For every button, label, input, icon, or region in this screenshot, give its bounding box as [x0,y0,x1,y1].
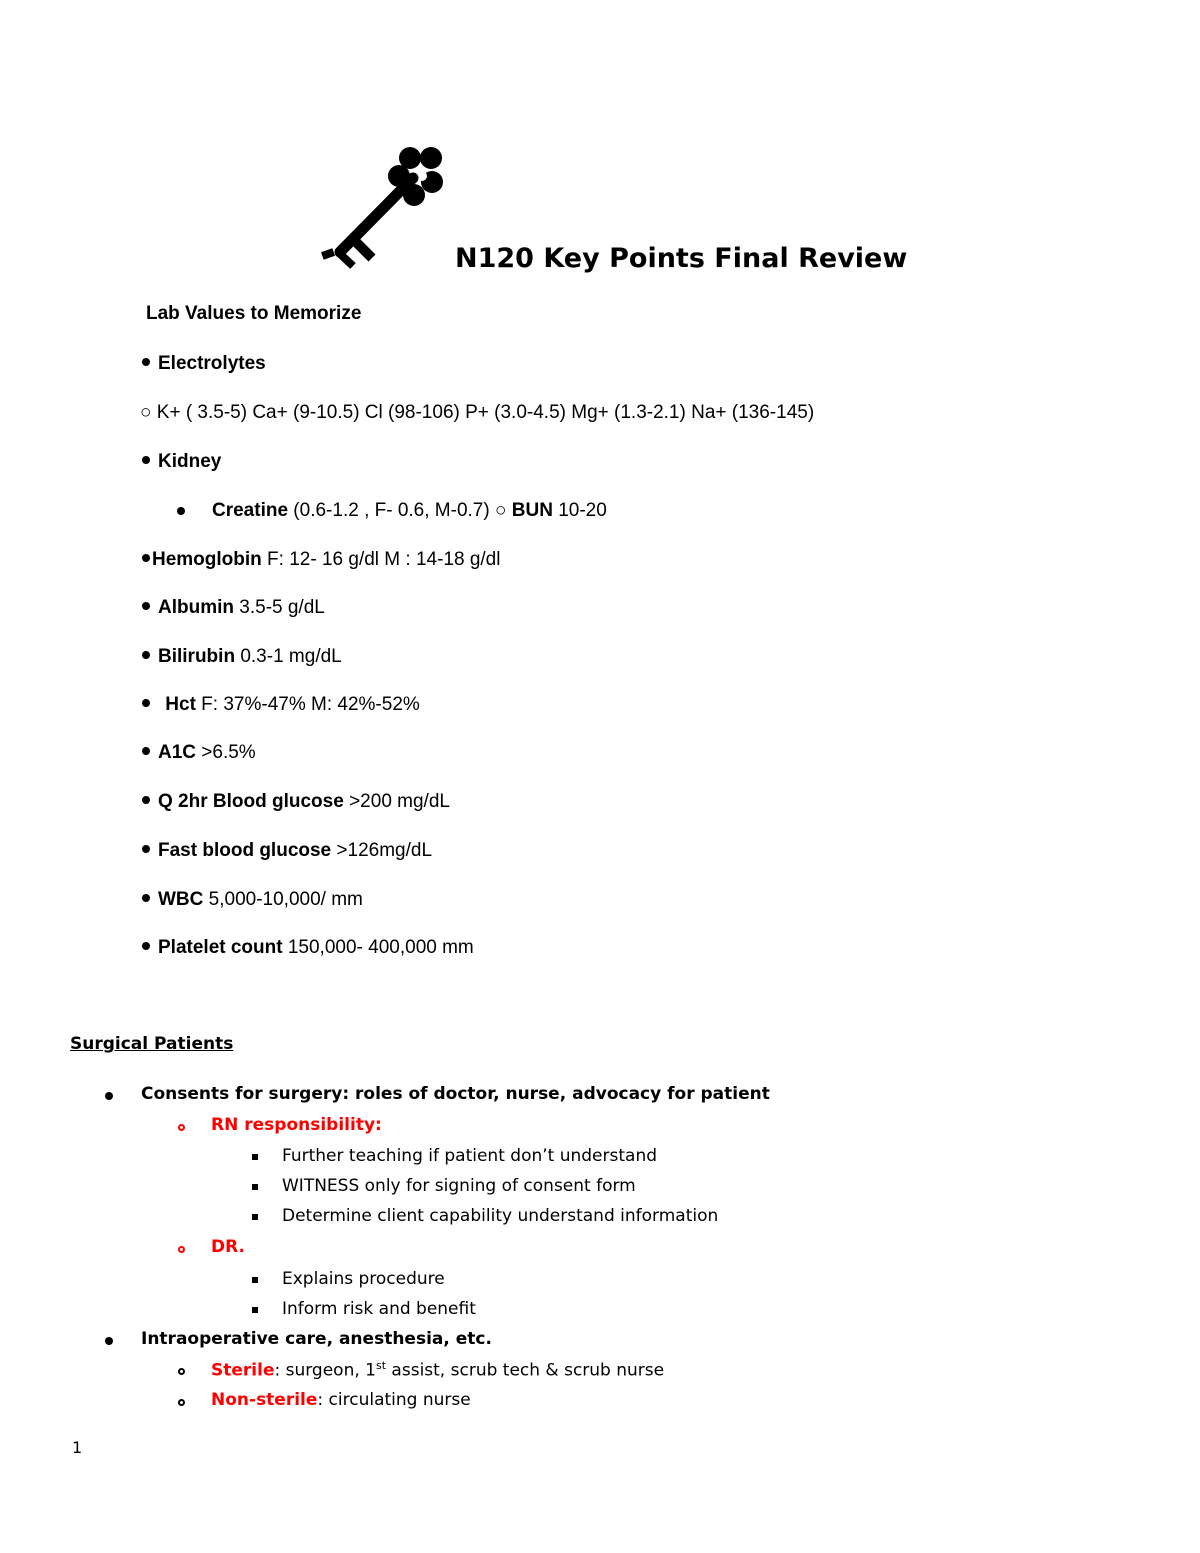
bullet-icon [142,651,150,659]
bullet-icon [142,796,150,804]
bullet-icon [177,507,185,515]
list-item-consents: Consents for surgery: roles of doctor, nurse, advocacy for patient [141,1084,770,1104]
list-item-dr-1: Explains procedure [282,1269,445,1289]
circle-bullet-icon [178,1246,185,1253]
list-item-kidney: Kidney [142,451,221,473]
list-item-creatine-bun: Creatine (0.6-1.2 , F- 0.6, M-0.7) ○ BUN 10-20 [212,500,607,521]
bullet-icon [142,456,150,464]
bullet-icon [142,602,150,610]
list-item-fast-glucose: Fast blood glucose >126mg/dL [142,840,432,862]
key-icon [318,140,450,272]
circle-bullet-icon [178,1368,185,1375]
list-item-rn-1: Further teaching if patient don’t understand [282,1146,658,1166]
list-item-hct: Hct F: 37%-47% M: 42%-52% [142,694,420,716]
list-item-electrolyte-values: ○ K+ ( 3.5-5) Ca+ (9-10.5) Cl (98-106) P+ (3.0-4.5) Mg+ (1.3-2.1) Na+ (136-145) [140,402,815,423]
square-bullet-icon [252,1184,258,1190]
dr-label: DR. [211,1237,245,1257]
bullet-icon [142,699,150,707]
page-title: N120 Key Points Final Review [455,243,908,274]
page-number: 1 [72,1438,83,1457]
square-bullet-icon [252,1277,258,1283]
list-item-rn-2: WITNESS only for signing of consent form [282,1176,636,1196]
bullet-icon [142,894,150,902]
bullet-icon [142,554,150,562]
bullet-icon [142,747,150,755]
list-item-rn-3: Determine client capability understand information [282,1206,719,1226]
list-item-a1c: A1C >6.5% [142,742,256,764]
bullet-icon [142,942,150,950]
lab-values-heading: Lab Values to Memorize [146,303,362,324]
list-item-albumin: Albumin 3.5-5 g/dL [142,597,325,619]
circle-bullet-icon [178,1124,185,1131]
list-item-bilirubin: Bilirubin 0.3-1 mg/dL [142,646,342,668]
list-item-electrolytes: Electrolytes [142,353,266,375]
list-item-dr-2: Inform risk and benefit [282,1299,476,1319]
list-item-sterile: Sterile: surgeon, 1st assist, scrub tech & scrub nurse [211,1359,665,1381]
square-bullet-icon [252,1154,258,1160]
list-item-platelet: Platelet count 150,000- 400,000 mm [142,937,474,959]
list-item-hemoglobin: Hemoglobin F: 12- 16 g/dl M : 14-18 g/dl [142,549,500,571]
bullet-icon [142,845,150,853]
rn-responsibility-label: RN responsibility: [211,1115,382,1135]
circle-bullet-icon: ○ [140,402,152,423]
list-item-q2hr-glucose: Q 2hr Blood glucose >200 mg/dL [142,791,450,813]
list-item-intraoperative: Intraoperative care, anesthesia, etc. [141,1329,492,1349]
bullet-icon [105,1092,113,1100]
list-item-wbc: WBC 5,000-10,000/ mm [142,889,363,911]
square-bullet-icon [252,1214,258,1220]
surgical-patients-heading: Surgical Patients [70,1034,234,1054]
square-bullet-icon [252,1307,258,1313]
bullet-icon [142,358,150,366]
list-item-nonsterile: Non-sterile: circulating nurse [211,1390,471,1410]
bullet-icon [105,1337,113,1345]
circle-bullet-icon: ○ [494,500,512,521]
circle-bullet-icon [178,1399,185,1406]
